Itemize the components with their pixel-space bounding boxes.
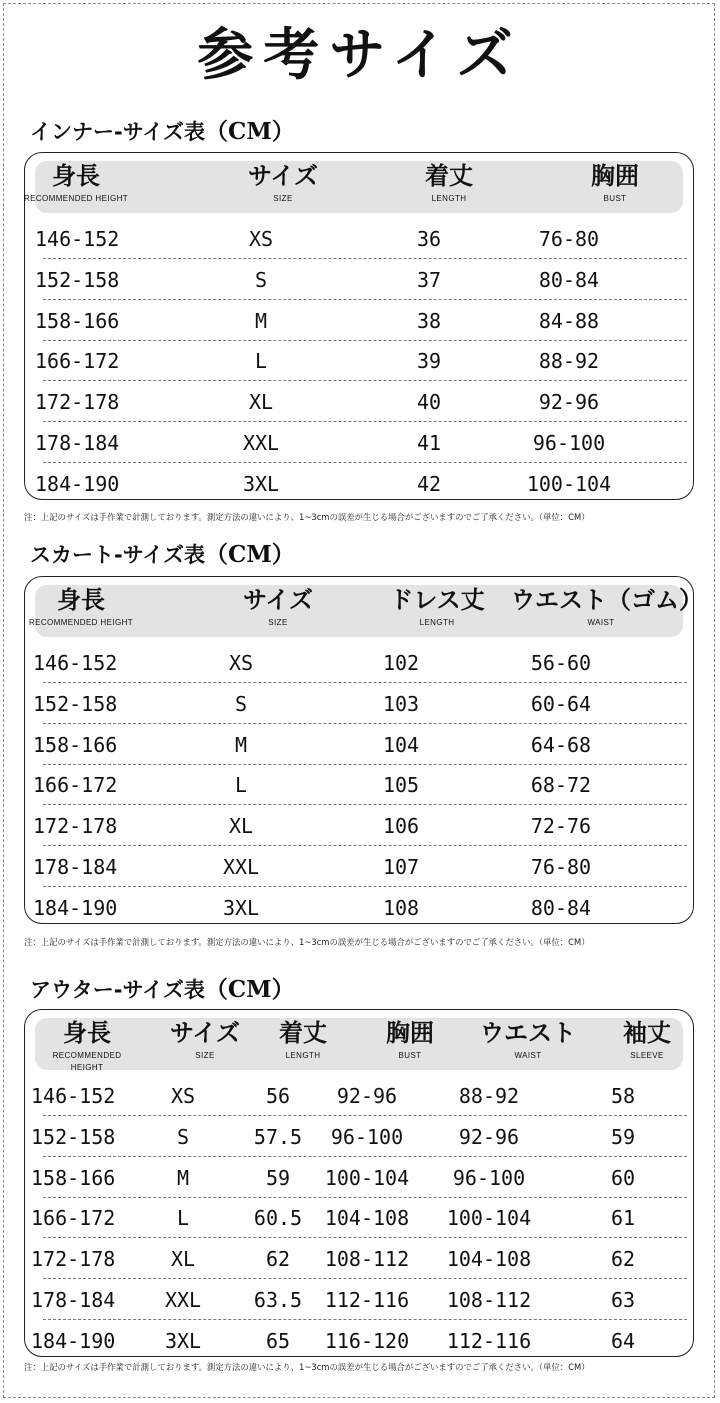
column-header — [21, 161, 131, 205]
table-row — [31, 1076, 687, 1116]
table-cell: 116-120 — [324, 1328, 410, 1353]
column-header-jp: サイズ — [169, 1019, 241, 1047]
table-row — [33, 765, 687, 805]
table-cell: 104-108 — [446, 1247, 532, 1272]
column-header — [223, 585, 333, 629]
table-row — [31, 1117, 687, 1157]
table-cell: XS — [248, 227, 274, 251]
table-row — [33, 684, 687, 724]
page-title: 参考サイズ — [197, 23, 523, 88]
table-row — [31, 1198, 687, 1238]
column-header-jp: ドレス丈 — [389, 586, 485, 614]
section-title-text: スカート-サイズ表 — [30, 543, 206, 567]
table-cell: 36 — [416, 227, 442, 251]
column-header-en: RECOMMENDED HEIGHT — [28, 618, 134, 627]
table-cell: 166-172 — [33, 773, 118, 798]
column-header-jp: 胸囲 — [591, 162, 639, 190]
table-cell: XS — [170, 1084, 196, 1108]
table-cell: 41 — [416, 431, 442, 455]
column-header — [468, 1018, 588, 1062]
table-cell: 146-152 — [31, 1084, 116, 1108]
column-header-en: BUST — [603, 194, 627, 203]
section-title-unit: （CM） — [205, 118, 295, 145]
section-title-text: アウター-サイズ表 — [30, 978, 205, 1002]
table-cell: 96-100 — [452, 1165, 526, 1190]
size-table — [24, 576, 703, 924]
column-header-jp: 身長 — [57, 586, 105, 614]
column-header — [37, 1018, 137, 1074]
table-cell: 59 — [610, 1124, 636, 1149]
column-header — [394, 161, 504, 205]
table-cell: 80-84 — [530, 895, 592, 920]
table-cell: 158-166 — [33, 732, 118, 757]
table-cell: M — [176, 1165, 190, 1190]
table-cell: 100-104 — [324, 1165, 410, 1190]
table-cell: 172-178 — [35, 390, 120, 415]
column-header-en: SIZE — [195, 1051, 215, 1060]
table-cell: 106 — [382, 814, 420, 839]
table-cell: 96-100 — [330, 1124, 404, 1149]
column-header-jp: 袖丈 — [623, 1019, 671, 1047]
table-cell: L — [234, 773, 248, 798]
table-cell: M — [234, 732, 248, 757]
table-cell: 39 — [416, 349, 442, 374]
column-header-en: SLEEVE — [630, 1051, 664, 1060]
table-cell: 152-158 — [31, 1124, 116, 1149]
table-cell: 158-166 — [35, 308, 120, 333]
column-header-jp: 着丈 — [425, 162, 473, 190]
table-cell: M — [254, 308, 268, 333]
column-header-en: SIZE — [268, 618, 288, 627]
section-title-text: インナー-サイズ表 — [30, 120, 206, 144]
table-cell: L — [176, 1206, 190, 1231]
column-header — [367, 585, 507, 629]
table-cell: 104 — [382, 732, 420, 757]
table-cell: S — [234, 691, 248, 716]
column-header — [228, 161, 338, 205]
table-row — [33, 806, 687, 846]
column-header-jp: 胸囲 — [386, 1019, 434, 1047]
table-cell: XS — [228, 651, 254, 675]
table-header — [35, 1018, 683, 1070]
table-cell: 108-112 — [324, 1247, 410, 1272]
table-cell: XL — [228, 814, 254, 839]
table-row — [31, 1239, 687, 1279]
column-header — [26, 585, 136, 629]
table-header — [28, 585, 703, 637]
section-title — [30, 117, 295, 147]
table-cell: 80-84 — [538, 267, 600, 292]
table-row — [33, 643, 687, 683]
column-header — [511, 585, 703, 629]
column-header — [560, 161, 670, 205]
table-row — [31, 1280, 687, 1320]
table-cell: S — [254, 267, 268, 292]
table-cell: 60.5 — [253, 1206, 303, 1231]
table-cell: 3XL — [164, 1328, 202, 1353]
table-cell: 62 — [265, 1247, 291, 1272]
table-cell: 3XL — [222, 895, 260, 920]
column-header-en: RECOMMENDED HEIGHT — [23, 194, 129, 203]
table-cell: 108-112 — [446, 1288, 532, 1312]
table-cell: 105 — [382, 773, 420, 798]
column-header — [160, 1018, 250, 1062]
table-row — [35, 423, 687, 463]
table-cell: 184-190 — [33, 895, 118, 920]
table-cell: 166-172 — [31, 1206, 116, 1231]
table-cell: 38 — [416, 308, 442, 333]
section-title-unit: （CM） — [204, 976, 295, 1003]
size-table — [24, 152, 694, 500]
table-row — [33, 725, 687, 765]
column-header-jp: サイズ — [247, 162, 319, 190]
table-row — [35, 260, 687, 300]
section-title-unit: （CM） — [205, 541, 295, 568]
table-row — [35, 301, 687, 341]
table-cell: 152-158 — [35, 267, 120, 292]
column-header-en: LENGTH — [431, 194, 467, 203]
table-row — [35, 341, 687, 381]
table-cell: 40 — [416, 390, 442, 415]
table-cell: 56-60 — [530, 651, 592, 675]
table-cell: 100-104 — [526, 471, 612, 496]
column-header-jp: サイズ — [242, 586, 314, 614]
table-cell: 172-178 — [31, 1247, 116, 1272]
table-row — [31, 1321, 687, 1361]
table-cell: 112-116 — [324, 1288, 410, 1312]
table-cell: 166-172 — [35, 349, 120, 374]
table-cell: 42 — [416, 471, 442, 496]
column-header — [365, 1018, 455, 1062]
table-cell: 107 — [382, 855, 420, 879]
table-cell: 63 — [610, 1288, 636, 1312]
table-cell: 92-96 — [458, 1124, 520, 1149]
table-cell: 63.5 — [253, 1288, 303, 1312]
table-cell: S — [176, 1124, 190, 1149]
table-row — [31, 1158, 687, 1198]
column-header-en: RECOMMENDED HEIGHT — [52, 1051, 122, 1072]
table-cell: 68-72 — [530, 773, 592, 798]
table-cell: XXL — [222, 855, 260, 879]
table-cell: 57.5 — [253, 1124, 303, 1149]
table-cell: 62 — [610, 1247, 636, 1272]
column-header — [263, 1018, 343, 1062]
table-cell: 108 — [382, 895, 420, 920]
table-row — [35, 219, 687, 259]
table-cell: 178-184 — [33, 855, 118, 879]
column-header-en: WAIST — [514, 1051, 542, 1060]
table-cell: XXL — [164, 1288, 202, 1312]
table-cell: 76-80 — [538, 227, 600, 251]
column-header-jp: 身長 — [63, 1019, 111, 1047]
table-cell: 3XL — [242, 471, 280, 496]
table-row — [33, 847, 687, 887]
table-cell: 178-184 — [31, 1288, 116, 1312]
table-cell: 100-104 — [446, 1206, 532, 1231]
table-cell: 76-80 — [530, 855, 592, 879]
table-cell: 92-96 — [538, 390, 600, 415]
table-cell: 72-76 — [530, 814, 592, 839]
column-header-en: LENGTH — [285, 1051, 321, 1060]
table-cell: 60 — [610, 1165, 636, 1190]
table-cell: 88-92 — [538, 349, 600, 374]
table-cell: 96-100 — [532, 431, 606, 455]
column-header-jp: ウエスト（ゴム） — [511, 586, 703, 614]
column-header-en: WAIST — [587, 618, 615, 627]
table-cell: XL — [170, 1247, 196, 1272]
measurement-note: 注：上記のサイズは手作業で計測しております。測定方法の違いにより、1~3cmの誤差が生じる場合がございますのでご了承ください。（単位：CM） — [24, 512, 590, 522]
table-cell: 184-190 — [35, 471, 120, 496]
table-row — [35, 464, 687, 504]
table-row — [35, 382, 687, 422]
table-cell: 56 — [265, 1084, 291, 1108]
section-title — [30, 540, 295, 570]
column-header-en: SIZE — [273, 194, 293, 203]
size-table — [24, 1009, 694, 1357]
table-cell: 64 — [610, 1328, 636, 1353]
table-cell: 64-68 — [530, 732, 592, 757]
table-cell: 58 — [610, 1084, 636, 1108]
measurement-note: 注：上記のサイズは手作業で計測しております。測定方法の違いにより、1~3cmの誤差が生じる場合がございますのでご了承ください。（単位：CM） — [24, 937, 590, 947]
column-header-jp: ウエスト — [480, 1019, 576, 1047]
table-cell: 92-96 — [336, 1084, 398, 1108]
table-cell: 112-116 — [446, 1328, 532, 1353]
table-cell: 104-108 — [324, 1206, 410, 1231]
table-cell: 152-158 — [33, 691, 118, 716]
table-cell: 178-184 — [35, 431, 120, 455]
column-header-en: LENGTH — [419, 618, 455, 627]
column-header — [612, 1018, 682, 1062]
table-cell: 158-166 — [31, 1165, 116, 1190]
table-cell: 59 — [265, 1165, 291, 1190]
table-cell: 37 — [416, 267, 442, 292]
table-cell: 84-88 — [538, 308, 600, 333]
table-cell: 60-64 — [530, 691, 592, 716]
column-header-jp: 着丈 — [279, 1019, 327, 1047]
table-cell: 61 — [610, 1206, 636, 1231]
table-cell: 102 — [382, 651, 420, 675]
column-header-en: BUST — [398, 1051, 422, 1060]
table-cell: 172-178 — [33, 814, 118, 839]
table-row — [33, 888, 687, 928]
table-cell: L — [254, 349, 268, 374]
table-cell: 146-152 — [33, 651, 118, 675]
table-header — [23, 161, 683, 213]
table-cell: 103 — [382, 691, 420, 716]
table-cell: 88-92 — [458, 1084, 520, 1108]
section-title — [30, 975, 295, 1005]
table-cell: XXL — [242, 431, 280, 455]
table-cell: 65 — [265, 1328, 291, 1353]
column-header-jp: 身長 — [52, 162, 100, 190]
table-cell: 146-152 — [35, 227, 120, 251]
table-cell: XL — [248, 390, 274, 415]
measurement-note: 注：上記のサイズは手作業で計測しております。測定方法の違いにより、1~3cmの誤差が生じる場合がございますのでご了承ください。（単位：CM） — [24, 1362, 590, 1372]
table-cell: 184-190 — [31, 1328, 116, 1353]
